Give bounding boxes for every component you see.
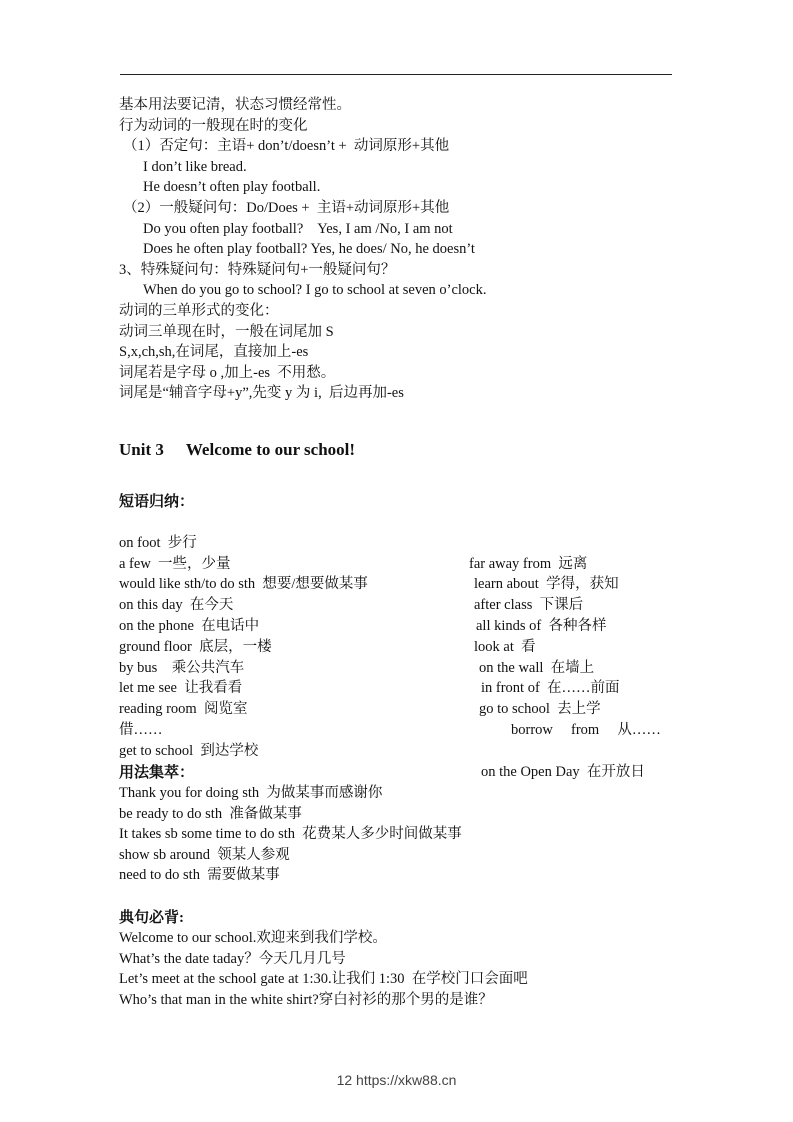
- usage-block: [119, 763, 679, 886]
- usage-line: show sb around 领某人参观: [119, 846, 290, 863]
- sentence-line: What’s the date taday？今天几月几号: [119, 950, 346, 967]
- grammar-line: 词尾是“辅音字母+y”,先变 y 为 i, 后边再加-es: [119, 385, 404, 402]
- grammar-line: I don’t like bread.: [143, 158, 247, 175]
- usage-line: need to do sth 需要做某事: [119, 867, 280, 884]
- phrase-left: reading room 阅览室: [119, 701, 248, 718]
- grammar-line: （2）一般疑问句：Do/Does + 主语+动词原形+其他: [123, 199, 450, 216]
- grammar-line: （1）否定句：主语+ don’t/doesn’t + 动词原形+其他: [123, 138, 450, 155]
- usage-line: Thank you for doing sth 为做某事而感谢你: [119, 785, 383, 801]
- phrase-left: on foot 步行: [119, 534, 197, 551]
- grammar-line: He doesn’t often play football.: [143, 179, 321, 196]
- header-rule: [120, 74, 672, 75]
- grammar-line: 词尾若是字母 o ,加上-es 不用愁。: [119, 364, 336, 381]
- usage-heading: 用法集萃：: [119, 765, 195, 781]
- grammar-line: 行为动词的一般现在时的变化: [119, 117, 308, 134]
- phrases-heading-block: [119, 492, 679, 512]
- phrase-right: all kinds of 各种各样: [476, 617, 607, 634]
- unit-name: Welcome to our school!: [185, 440, 356, 459]
- phrase-left: would like sth/to do sth 想要/想要做某事: [119, 576, 368, 593]
- grammar-block: [119, 95, 679, 404]
- sentences-heading: 典句必背:: [119, 910, 184, 926]
- grammar-line: 动词三单现在时，一般在词尾加 S: [119, 323, 334, 340]
- phrase-right: on the wall 在墙上: [479, 659, 595, 676]
- page-footer: 12 https://xkw88.cn: [336, 1072, 457, 1088]
- grammar-line: Does he often play football? Yes, he does/ No, he doesn’t: [143, 241, 475, 258]
- phrases-heading: 短语归纳：: [119, 494, 195, 510]
- sentences-block: [119, 908, 679, 1010]
- phrase-left: get to school 到达学校: [119, 742, 259, 759]
- phrase-left: ground floor 底层，一楼: [119, 638, 272, 655]
- phrase-right: after class 下课后: [474, 597, 584, 614]
- unit-number: Unit 3: [119, 440, 164, 459]
- phrase-left: 借……: [119, 721, 163, 738]
- grammar-line: When do you go to school? I go to school at seven o’clock.: [143, 282, 487, 299]
- sentence-line: Let’s meet at the school gate at 1:30.让我们 1:30 在学校门口会面吧: [119, 971, 528, 988]
- usage-line: be ready to do sth 准备做某事: [119, 805, 302, 822]
- phrase-left: on the phone 在电话中: [119, 617, 260, 634]
- sentence-line: Welcome to our school.欢迎来到我们学校。: [119, 930, 387, 946]
- phrase-left: by bus 乘公共汽车: [119, 659, 245, 676]
- sentence-line: Who’s that man in the white shirt?穿白衬衫的那个男的是谁？: [119, 991, 493, 1008]
- phrase-left: a few 一些，少量: [119, 555, 231, 572]
- grammar-line: 基本用法要记清，状态习惯经常性。: [119, 97, 351, 113]
- phrase-right: far away from 远离: [469, 555, 588, 572]
- grammar-line: 3、特殊疑问句：特殊疑问句+一般疑问句？: [119, 261, 396, 278]
- phrase-right: look at 看: [474, 638, 536, 655]
- phrase-right: learn about 学得，获知: [474, 576, 619, 593]
- grammar-line: S,x,ch,sh,在词尾，直接加上-es: [119, 344, 309, 361]
- phrase-left: let me see 让我看看: [119, 680, 243, 697]
- unit-title: [119, 440, 355, 460]
- usage-line: It takes sb some time to do sth 花费某人多少时间做某事: [119, 826, 462, 843]
- grammar-line: 动词的三单形式的变化：: [119, 302, 279, 319]
- phrase-right: go to school 去上学: [479, 701, 601, 718]
- phrase-right: on the Open Day 在开放日: [481, 763, 645, 780]
- phrase-right: borrow from 从……: [511, 721, 661, 738]
- phrase-left: on this day 在今天: [119, 597, 234, 614]
- grammar-line: Do you often play football? Yes, I am /No, I am not: [143, 220, 453, 237]
- phrase-right: in front of 在……前面: [481, 680, 620, 697]
